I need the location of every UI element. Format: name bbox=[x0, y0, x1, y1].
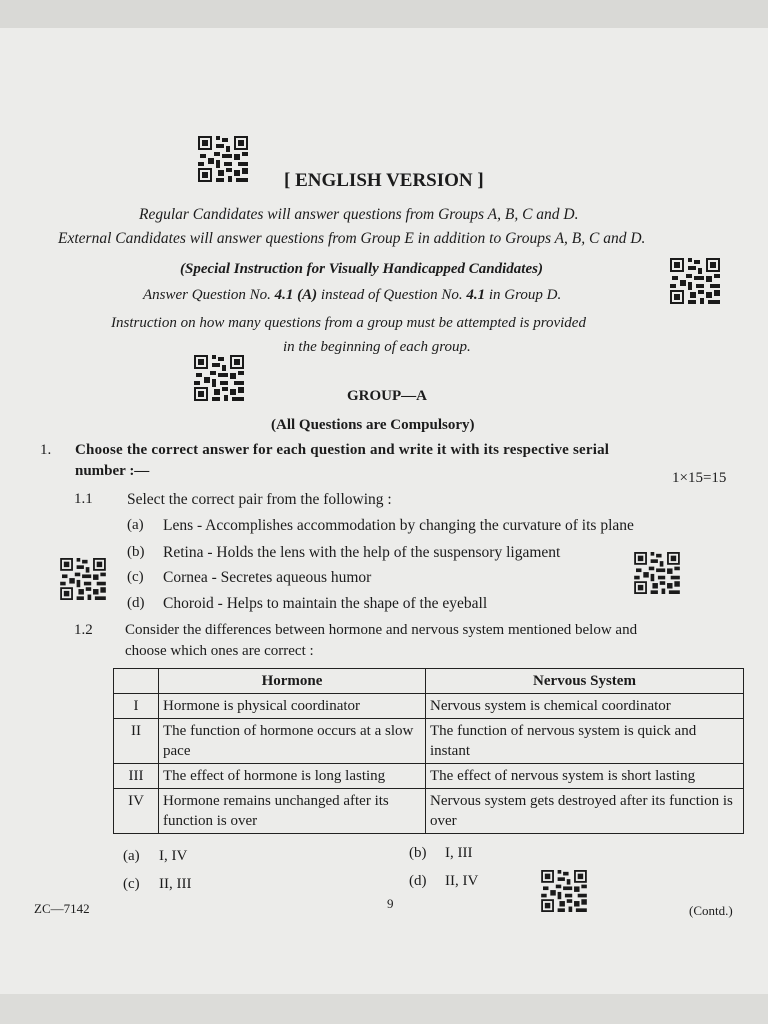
nervous-cell: The function of nervous system is quick and instant bbox=[426, 719, 744, 764]
instruction-group-count: Instruction on how many questions from a group must be attempted is provided bbox=[111, 315, 586, 331]
hormone-cell: The function of hormone occurs at a slow pace bbox=[159, 719, 426, 764]
question-marks: 1×15=15 bbox=[672, 470, 727, 486]
option-label: (c) bbox=[127, 569, 144, 585]
table-row bbox=[114, 719, 744, 764]
page-number: 9 bbox=[387, 896, 394, 911]
option-text: Cornea - Secretes aqueous humor bbox=[163, 569, 372, 586]
qr-code-icon bbox=[60, 558, 106, 600]
qr-code-icon bbox=[634, 552, 680, 594]
instruction-group-count-cont: in the beginning of each group. bbox=[283, 339, 471, 355]
option-label: (b) bbox=[409, 845, 427, 861]
table-row bbox=[114, 789, 744, 834]
hormone-cell: The effect of hormone is long lasting bbox=[159, 764, 426, 789]
comparison-table bbox=[113, 668, 744, 834]
instruction-regular: Regular Candidates will answer questions from Groups A, B, C and D. bbox=[139, 206, 579, 223]
option-label: (c) bbox=[123, 876, 140, 892]
nervous-cell: Nervous system is chemical coordinator bbox=[426, 694, 744, 719]
special-instruction-title: (Special Instruction for Visually Handicapped Candidates) bbox=[180, 261, 543, 277]
version-title: [ ENGLISH VERSION ] bbox=[284, 170, 484, 191]
table-header-cell: Nervous System bbox=[426, 669, 744, 694]
answer-note-q1: 4.1 (A) bbox=[274, 287, 318, 303]
group-subtitle: (All Questions are Compulsory) bbox=[271, 417, 475, 433]
subquestion-stem: Consider the differences between hormone and nervous system mentioned below and bbox=[125, 622, 638, 638]
answer-note-mid: instead of Question No. bbox=[317, 287, 467, 303]
option-text: II, IV bbox=[445, 873, 479, 889]
question-text-cont: number :— bbox=[75, 463, 150, 479]
instruction-external: External Candidates will answer questions from Group E in addition to Groups A, B, C and D. bbox=[58, 230, 646, 247]
continued-label: (Contd.) bbox=[689, 903, 733, 918]
qr-code-icon bbox=[194, 355, 244, 401]
row-number: I bbox=[114, 694, 159, 719]
subquestion-stem-cont: choose which ones are correct : bbox=[125, 643, 314, 659]
subquestion-stem: Select the correct pair from the following : bbox=[127, 491, 392, 508]
qr-code-icon bbox=[670, 258, 720, 304]
table-row bbox=[114, 694, 744, 719]
option-text: Lens - Accomplishes accommodation by changing the curvature of its plane bbox=[163, 517, 634, 534]
option-text: Retina - Holds the lens with the help of the suspensory ligament bbox=[163, 544, 561, 561]
hormone-cell: Hormone is physical coordinator bbox=[159, 694, 426, 719]
hormone-cell: Hormone remains unchanged after its function is over bbox=[159, 789, 426, 834]
paper-code: ZC—7142 bbox=[34, 901, 90, 916]
subquestion-number: 1.1 bbox=[74, 491, 93, 507]
answer-note-q2: 4.1 bbox=[466, 287, 486, 303]
nervous-cell: The effect of nervous system is short lasting bbox=[426, 764, 744, 789]
question-number: 1. bbox=[40, 442, 52, 458]
subquestion-number: 1.2 bbox=[74, 622, 93, 638]
group-title: GROUP—A bbox=[347, 388, 427, 404]
option-label: (b) bbox=[127, 544, 145, 560]
answer-note-post: in Group D. bbox=[485, 287, 562, 303]
row-number: III bbox=[114, 764, 159, 789]
row-number: IV bbox=[114, 789, 159, 834]
option-label: (d) bbox=[409, 873, 427, 889]
answer-note bbox=[143, 287, 561, 304]
table-header-row bbox=[114, 669, 744, 694]
row-number: II bbox=[114, 719, 159, 764]
qr-code-icon bbox=[541, 870, 587, 912]
option-text: I, IV bbox=[159, 848, 188, 864]
option-label: (a) bbox=[127, 517, 144, 533]
option-label: (a) bbox=[123, 848, 140, 864]
table-row bbox=[114, 764, 744, 789]
qr-code-icon bbox=[198, 136, 248, 182]
option-text: I, III bbox=[445, 845, 473, 861]
table-header-cell: Hormone bbox=[159, 669, 426, 694]
question-text: Choose the correct answer for each question and write it with its respective serial bbox=[75, 442, 610, 458]
table-header-cell bbox=[114, 669, 159, 694]
page-edge bbox=[0, 994, 768, 1024]
nervous-cell: Nervous system gets destroyed after its function is over bbox=[426, 789, 744, 834]
option-text: Choroid - Helps to maintain the shape of the eyeball bbox=[163, 595, 488, 612]
answer-note-pre: Answer Question No. bbox=[143, 287, 275, 303]
option-label: (d) bbox=[127, 595, 145, 611]
option-text: II, III bbox=[159, 876, 192, 892]
